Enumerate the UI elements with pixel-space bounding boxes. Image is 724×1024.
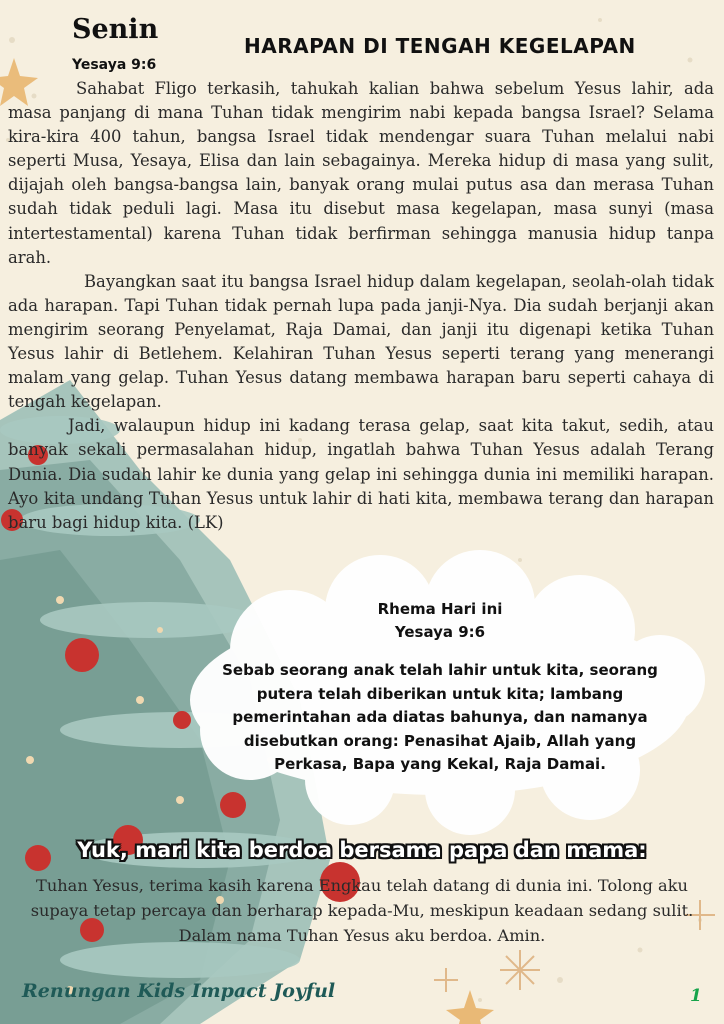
- page-number: 1: [690, 986, 702, 1006]
- paragraph: Bayangkan saat itu bangsa Israel hidup dalam kegelapan, seolah-olah tidak ada harapan. Tapi Tuhan tidak pernah lupa pada janji-Nya. Dia sudah berjanji akan mengirim seorang Penyelamat, Raja Damai, dan janji itu digenapi ketika Tuhan Yesus lahir di Betlehem. Kelahiran Tuhan Yesus seperti terang yang menerangi malam yang gelap. Tuhan Yesus datang membawa harapan baru seperti cahaya di tengah kegelapan.: [8, 271, 714, 412]
- paragraph: Sahabat Fligo terkasih, tahukah kalian bahwa sebelum Yesus lahir, ada masa panjang di mana Tuhan tidak mengirim nabi kepada bangsa Israel? Selama kira-kira 400 tahun, bangsa Israel tidak mendengar suara Tuhan melalui nabi seperti Musa, Yesaya, Elisa dan lain sebagainya. Mereka hidup di masa yang sulit, dijajah oleh bangsa-bangsa lain, banyak orang mulai putus asa dan merasa Tuhan sudah tidak peduli lagi. Masa itu disebut masa kegelapan, masa sunyi (masa intertestamental) karena Tuhan tidak berfirman sehingga manusia hidup tanpa arah.: [8, 79, 714, 267]
- rhema-verse: Sebab seorang anak telah lahir untuk kita, seorang putera telah diberikan untuk kita; lambang pemerintahan ada diatas bahunya, dan namanya disebutkan orang: Penasihat Ajaib, Allah yang Perkasa, Bapa yang Kekal, Raja Damai.: [222, 661, 658, 773]
- footer-brand: Renungan Kids Impact Joyful: [22, 980, 336, 1002]
- day-label: Senin: [72, 14, 159, 45]
- prayer-heading: Yuk, mari kita berdoa bersama papa dan mama:: [77, 838, 647, 862]
- prayer-text: Tuhan Yesus, terima kasih karena Engkau telah datang di dunia ini. Tolong aku supaya tetap percaya dan berharap kepada-Mu, meskipun keadaan sedang sulit. Dalam nama Tuhan Yesus aku berdoa. Amin.: [30, 876, 694, 945]
- rhema-heading: Rhema Hari ini: [377, 600, 503, 618]
- paragraph: Jadi, walaupun hidup ini kadang terasa gelap, saat kita takut, sedih, atau banyak sekali permasalahan hidup, ingatlah bahwa Tuhan Yesus adalah Terang Dunia. Dia sudah lahir ke dunia yang gelap ini sehingga dunia ini memiliki harapan. Ayo kita undang Tuhan Yesus untuk lahir di hati kita, membawa terang dan harapan baru bagi hidup kita. (LK): [8, 416, 714, 532]
- rhema-card: [200, 598, 680, 777]
- scripture-reference: Yesaya 9:6: [72, 57, 157, 73]
- page-title: HARAPAN DI TENGAH KEGELAPAN: [244, 34, 636, 58]
- devotional-body: [8, 77, 714, 535]
- rhema-reference: Yesaya 9:6: [394, 623, 486, 641]
